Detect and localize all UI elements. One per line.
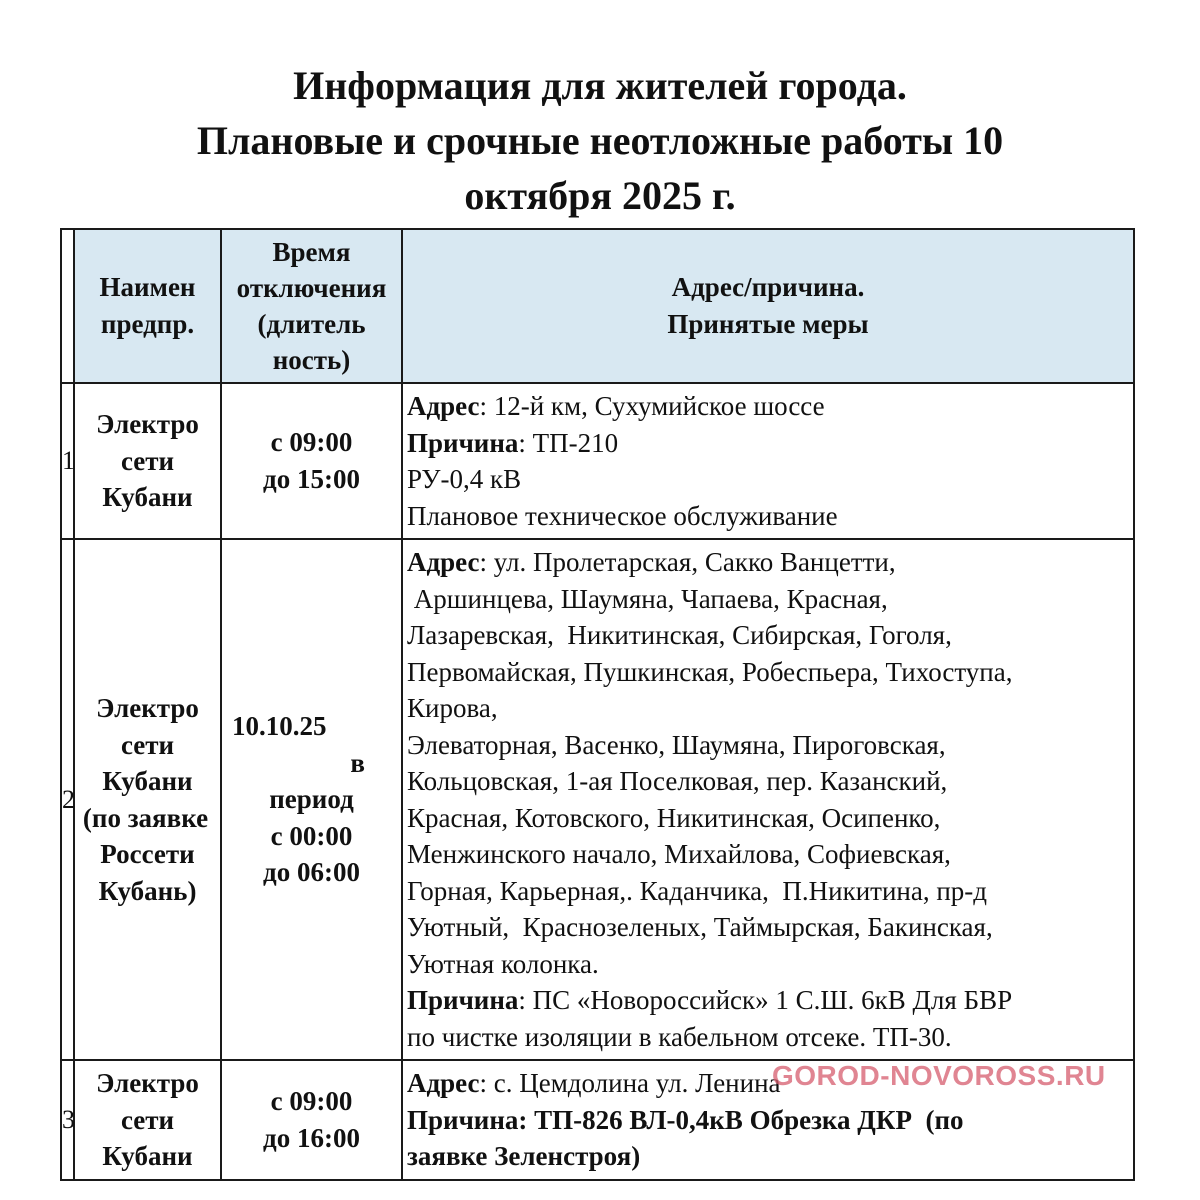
org-line: сети <box>120 729 175 760</box>
header-org-line: Наимен <box>99 272 196 302</box>
org-line: сети <box>120 445 175 476</box>
time-line: до 16:00 <box>263 1122 360 1153</box>
title-line-3: октября 2025 г. <box>464 173 736 218</box>
reason-line <box>407 425 1129 462</box>
address-text: Первомайская, Пушкинская, Робеспьера, Тихоступа, <box>407 656 1013 687</box>
org-line: Кубани <box>102 482 193 513</box>
row-number: 3 <box>61 1060 74 1180</box>
time-line: до 06:00 <box>263 857 360 888</box>
title-line-1: Информация для жителей города. <box>293 63 907 108</box>
reason-label: Причина <box>407 427 519 458</box>
reason-text: РУ-0,4 кВ <box>407 464 522 494</box>
address-label: Адрес <box>407 391 480 421</box>
address-label: Адрес <box>407 547 480 577</box>
header-addr-line: Принятые меры <box>667 309 869 339</box>
org-line: Электро <box>96 409 199 440</box>
reason-line <box>407 1102 1129 1139</box>
org-line: (по заявке <box>82 802 209 833</box>
row-number: 2 <box>61 539 74 1060</box>
address-line <box>407 544 1129 581</box>
time-line: 10.10.25 <box>232 711 327 742</box>
address-text: Менжинского начало, Михайлова, Софиевская, <box>407 839 951 869</box>
reason-text: заявке Зеленстроя) <box>407 1141 641 1171</box>
org-cell <box>74 383 221 539</box>
address-text: Аршинцева, Шаумяна, Чапаева, Красная, <box>407 583 888 614</box>
address-text: : 12-й км, Сухумийское шоссе <box>479 391 825 421</box>
address-cell <box>402 383 1134 539</box>
reason-text: по чистке изоляции в кабельном отсеке. ТП-30. <box>407 1021 952 1052</box>
time-cell <box>221 383 402 539</box>
time-cell <box>221 539 402 1060</box>
header-org-line: предпр. <box>100 309 195 339</box>
address-label: Адрес <box>407 1068 480 1098</box>
reason-line <box>407 982 1129 1019</box>
header-addr <box>402 229 1134 383</box>
address-text: Горная, Карьерная,. Каданчика, П.Никитина, пр-д <box>407 875 988 906</box>
title-line-2: Плановые и срочные неотложные работы 10 <box>196 118 1004 163</box>
address-text: Уютный, Краснозеленых, Таймырская, Бакинская, <box>407 912 993 942</box>
reason-text: Плановое техническое обслуживание <box>407 500 838 531</box>
reason-text: Причина: ТП-826 ВЛ-0,4кВ Обрезка ДКР (по <box>407 1104 964 1135</box>
time-line: в <box>350 747 365 778</box>
reason-line <box>407 1138 1129 1175</box>
org-cell <box>74 539 221 1060</box>
org-line: Кубани <box>102 766 193 796</box>
address-text: Уютная колонка. <box>407 948 599 979</box>
org-line: Россети <box>100 839 195 869</box>
reason-text: : ПС «Новороссийск» 1 С.Ш. 6кВ Для БВР <box>518 985 1013 1015</box>
time-line: до 15:00 <box>263 464 360 494</box>
time-line: с 09:00 <box>270 1085 353 1116</box>
address-text: Элеваторная, Васенко, Шаумяна, Пироговская, <box>407 729 946 760</box>
address-text: Лазаревская, Никитинская, Сибирская, Гоголя, <box>407 620 952 650</box>
org-line: Кубани <box>102 1141 193 1171</box>
time-line: с 09:00 <box>270 427 353 457</box>
address-text: Кольцовская, 1-ая Поселковая, пер. Казанский, <box>407 766 948 796</box>
time-line: период <box>269 784 354 815</box>
reason-label: Причина <box>407 985 519 1015</box>
address-text: : ул. Пролетарская, Сакко Ванцетти, <box>479 547 896 577</box>
header-time <box>221 229 402 383</box>
table-header-row <box>61 229 1134 383</box>
row-number: 1 <box>61 383 74 539</box>
org-line: Электро <box>96 693 199 723</box>
org-line: Электро <box>96 1068 199 1098</box>
watermark: GOROD-NOVOROSS.RU <box>772 1060 1106 1091</box>
address-line <box>407 388 1129 425</box>
time-line: с 00:00 <box>270 820 353 851</box>
address-text: Кирова, <box>407 693 498 723</box>
address-cell <box>402 539 1134 1060</box>
page-title <box>0 58 1200 223</box>
address-text: Красная, Котовского, Никитинская, Осипенко, <box>407 802 941 833</box>
header-time-line: отключения <box>236 273 387 303</box>
address-text: : с. Цемдолина ул. Ленина <box>479 1068 781 1098</box>
org-cell <box>74 1060 221 1180</box>
table-row <box>61 383 1134 539</box>
header-time-line: Время <box>272 237 351 267</box>
table-row <box>61 539 1134 1060</box>
header-org <box>74 229 221 383</box>
header-time-line: ность) <box>272 345 351 375</box>
org-line: сети <box>120 1104 175 1135</box>
header-time-line: (длитель <box>257 309 366 339</box>
header-num-cell <box>61 229 74 383</box>
header-addr-line: Адрес/причина. <box>671 272 865 302</box>
time-cell <box>221 1060 402 1180</box>
org-line: Кубань) <box>98 875 197 906</box>
reason-text: : ТП-210 <box>518 427 619 458</box>
outage-table <box>60 228 1135 1181</box>
